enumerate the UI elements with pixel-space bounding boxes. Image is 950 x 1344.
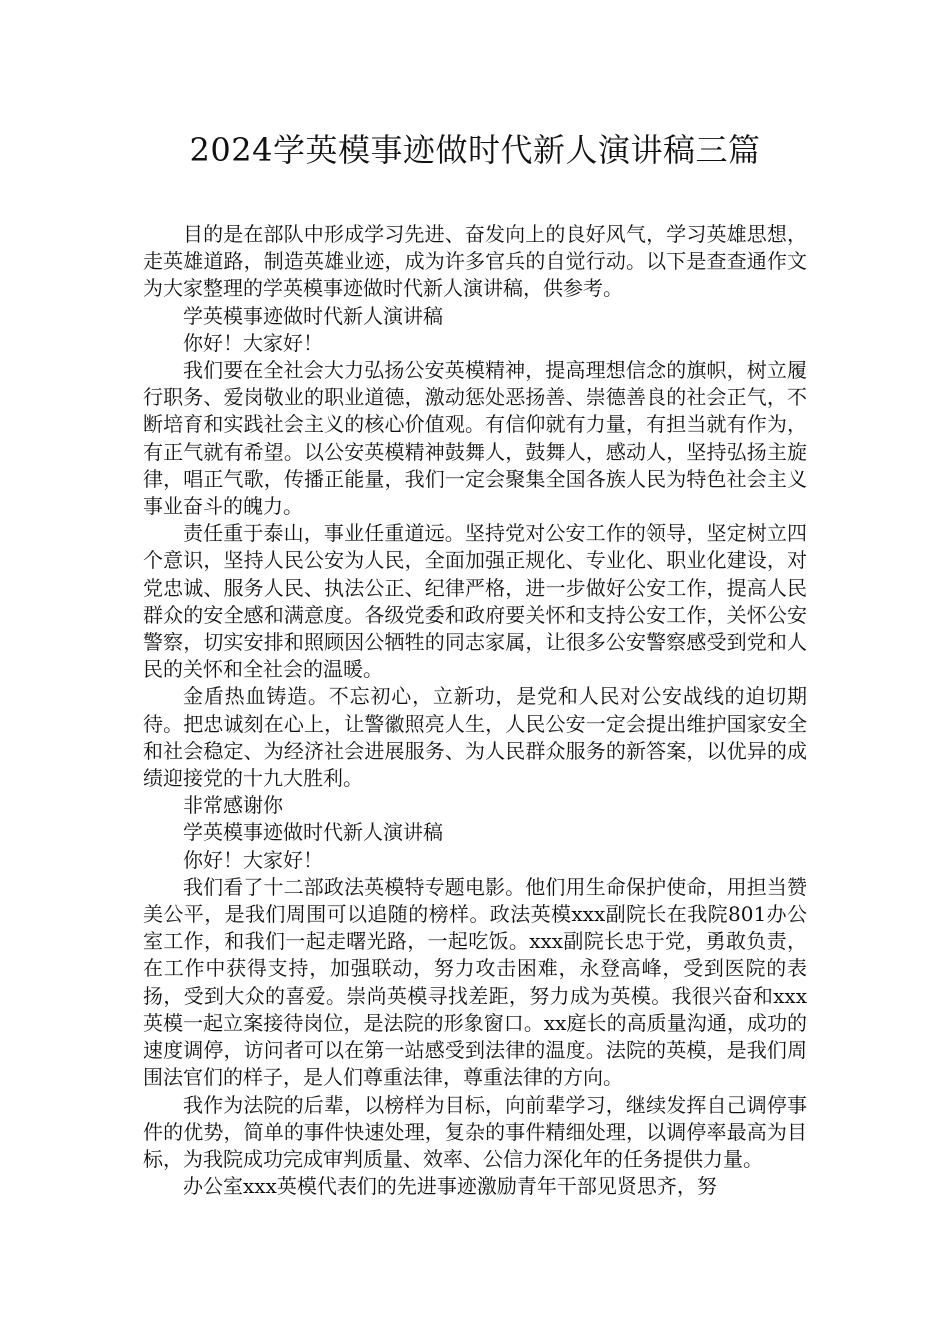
document-title: 2024学英模事迹做时代新人演讲稿三篇 bbox=[189, 131, 761, 169]
paragraph: 办公室xxx英模代表们的先进事迹激励青年干部见贤思齐，努 bbox=[183, 1174, 717, 1199]
greeting: 你好！大家好！ bbox=[183, 330, 323, 355]
paragraph: 责任重于泰山，事业任重道远。坚持党对公安工作的领导，坚定树立四个意识，坚持人民公安为人民，全面加强正规化、专业化、职业化建设，对党忠诚、服务人民、执法公正、纪律严格，进一步做好公安工作，提高人民群众的安全感和满意度。各级党委和政府要关怀和支持公安工作，关怀公安警察，切实安排和照顾因公牺牲的同志家属，让很多公安警察感受到党和人民的关怀和全社会的温暖。 bbox=[143, 521, 807, 682]
paragraph: 我们看了十二部政法英模特专题电影。他们用生命保护使命，用担当赞美公平，是我们周围可以追随的榜样。政法英模xxx副院长在我院801办公室工作，和我们一起走曙光路，一起吃饭。xxx副院长忠于党，勇敢负责，在工作中获得支持，加强联动，努力攻击困难，永登高峰，受到医院的表扬，受到大众的喜爱。崇尚英模寻找差距，努力成为英模。我很兴奋和xxx英模一起立案接待岗位，是法院的形象窗口。xx庭长的高质量沟通，成功的速度调停，访问者可以在第一站感受到法律的温度。法院的英模，是我们周围法官们的样子，是人们尊重法律，尊重法律的方向。 bbox=[143, 874, 807, 1090]
paragraph: 目的是在部队中形成学习先进、奋发向上的良好风气，学习英雄思想，走英雄道路，制造英雄业迹，成为许多官兵的自觉行动。以下是查查通作文为大家整理的学英模事迹做时代新人演讲稿，供参考。 bbox=[143, 222, 807, 301]
paragraph: 我们要在全社会大力弘扬公安英模精神，提高理想信念的旗帜，树立履行职务、爱岗敬业的职业道德，激动惩处恶扬善、崇德善良的社会正气，不断培育和实践社会主义的核心价值观。有信仰就有力量，有担当就有作为，有正气就有希望。以公安英模精神鼓舞人，鼓舞人，感动人，坚持弘扬主旋律，唱正气歌，传播正能量，我们一定会聚集全国各族人民为特色社会主义事业奋斗的魄力。 bbox=[143, 358, 807, 519]
paragraph: 金盾热血铸造。不忘初心，立新功，是党和人民对公安战线的迫切期待。把忠诚刻在心上，让警徽照亮人生，人民公安一定会提出维护国家安全和社会稳定、为经济社会进展服务、为人民群众服务的新答案，以优异的成绩迎接党的十九大胜利。 bbox=[143, 684, 807, 791]
document-body bbox=[143, 221, 807, 1200]
speech-heading: 学英模事迹做时代新人演讲稿 bbox=[183, 303, 443, 328]
speech-heading: 学英模事迹做时代新人演讲稿 bbox=[183, 820, 443, 845]
closing: 非常感谢你 bbox=[183, 793, 283, 818]
greeting: 你好！大家好！ bbox=[183, 847, 323, 872]
paragraph: 我作为法院的后辈，以榜样为目标，向前辈学习，继续发挥自己调停事件的优势，简单的事件快速处理，复杂的事件精细处理，以调停率最高为目标，为我院成功完成审判质量、效率、公信力深化年的任务提供力量。 bbox=[143, 1092, 807, 1171]
